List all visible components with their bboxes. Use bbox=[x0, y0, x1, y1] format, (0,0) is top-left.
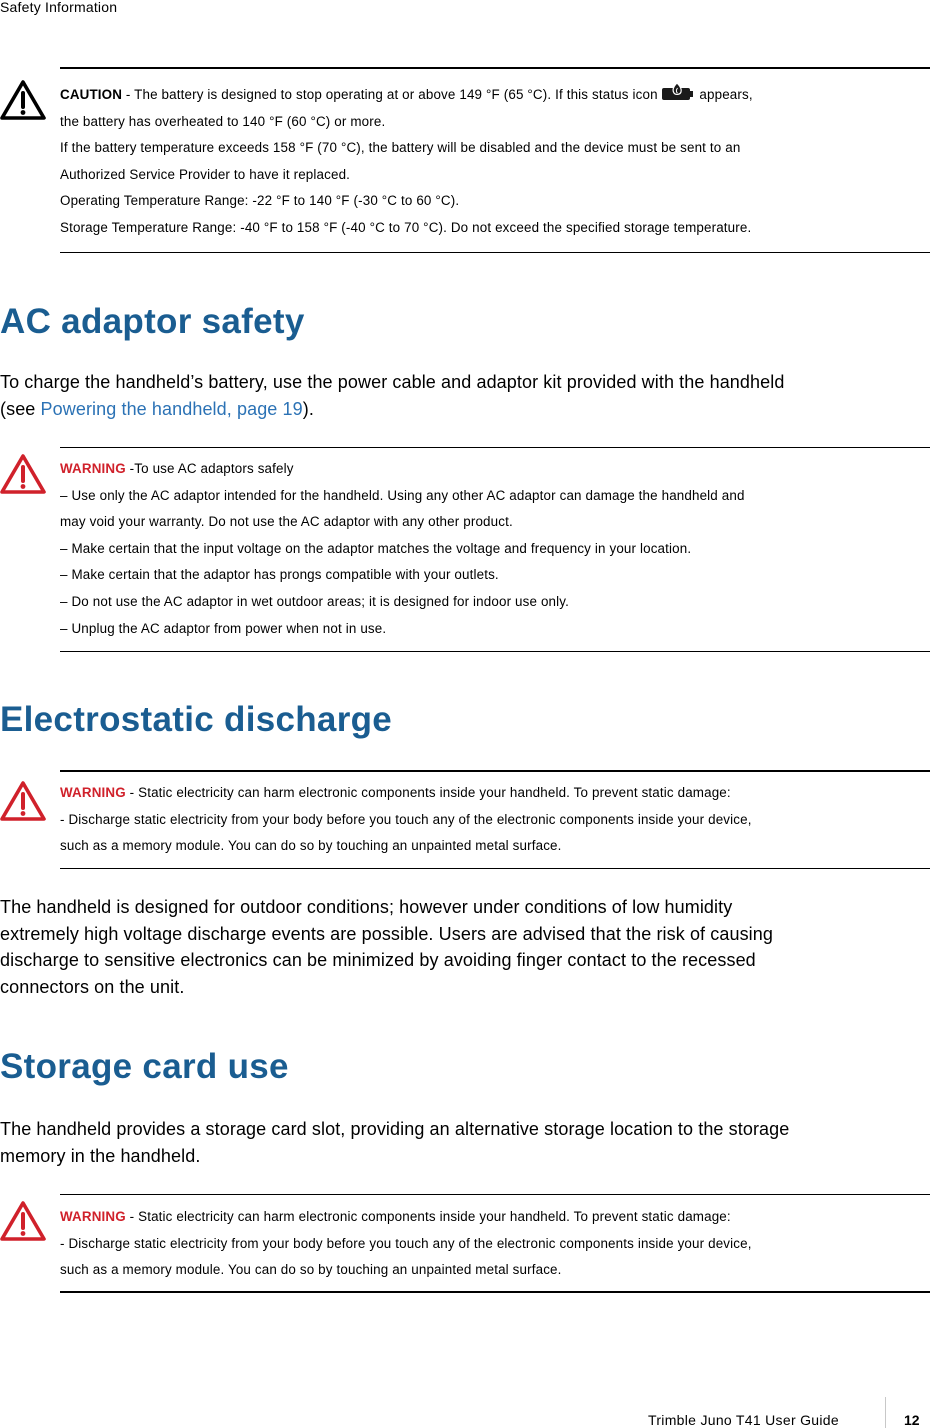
storage-warning-note bbox=[0, 1194, 932, 1298]
battery-overheat-icon bbox=[662, 82, 696, 102]
powering-handheld-link[interactable]: Powering the handheld, page 19 bbox=[40, 398, 303, 419]
esd-para-line-1: The handheld is designed for outdoor conditions; however under conditions of low humidity bbox=[0, 897, 733, 917]
warning-triangle-icon bbox=[0, 780, 46, 822]
page-number: 12 bbox=[904, 1412, 920, 1428]
esd-paragraph bbox=[0, 894, 930, 1000]
ac-warning-line-1: -To use AC adaptors safely bbox=[125, 461, 294, 476]
note-top-rule bbox=[60, 67, 930, 69]
esd-warning-line-1: - Static electricity can harm electronic components inside your handheld. To prevent static damage: bbox=[125, 785, 731, 800]
caution-line-1b: appears, bbox=[695, 87, 753, 102]
note-top-rule bbox=[60, 1194, 930, 1195]
ac-warning-line-5: – Make certain that the adaptor has prongs compatible with your outlets. bbox=[60, 567, 499, 583]
section-heading-ac-adaptor: AC adaptor safety bbox=[0, 302, 305, 341]
warning-triangle-icon bbox=[0, 453, 46, 495]
section-heading-storage-card: Storage card use bbox=[0, 1047, 289, 1086]
ac-para-line-2a: (see bbox=[0, 398, 41, 419]
storage-para-line-1: The handheld provides a storage card slot, providing an alternative storage location to the storage bbox=[0, 1119, 790, 1139]
note-bottom-rule bbox=[60, 252, 930, 253]
page-footer bbox=[0, 1395, 932, 1428]
storage-warning-line-3: such as a memory module. You can do so by touching an unpainted metal surface. bbox=[60, 1262, 562, 1278]
storage-paragraph bbox=[0, 1116, 930, 1169]
esd-warning-note bbox=[0, 770, 932, 874]
warning-keyword: WARNING bbox=[60, 1209, 126, 1224]
ac-para-line-1: To charge the handheld’s battery, use the power cable and adaptor kit provided with the handheld bbox=[0, 372, 785, 392]
note-bottom-rule bbox=[60, 651, 930, 652]
warning-keyword: WARNING bbox=[60, 461, 126, 476]
caution-line-4: Authorized Service Provider to have it replaced. bbox=[60, 166, 351, 182]
note-top-rule bbox=[60, 447, 930, 448]
caution-line-6: Storage Temperature Range: -40 °F to 158 °F (-40 °C to 70 °C). Do not exceed the specified storage temperature. bbox=[60, 219, 752, 235]
esd-warning-line-2: - Discharge static electricity from your body before you touch any of the electronic components inside your device, bbox=[60, 811, 752, 827]
caution-keyword: CAUTION bbox=[60, 87, 123, 102]
footer-guide-title: Trimble Juno T41 User Guide bbox=[648, 1412, 839, 1428]
footer-divider bbox=[885, 1397, 886, 1428]
ac-warning-note bbox=[0, 447, 932, 657]
caution-line-1a: - The battery is designed to stop operating at or above 149 °F (65 °C). If this status icon bbox=[122, 87, 662, 102]
note-bottom-rule bbox=[60, 1291, 930, 1293]
storage-warning-line-1: - Static electricity can harm electronic components inside your handheld. To prevent static damage: bbox=[125, 1209, 731, 1224]
esd-para-line-4: connectors on the unit. bbox=[0, 976, 185, 997]
storage-warning-line-2: - Discharge static electricity from your body before you touch any of the electronic components inside your device, bbox=[60, 1235, 752, 1251]
esd-warning-text bbox=[60, 780, 930, 860]
ac-warning-line-6: – Do not use the AC adaptor in wet outdoor areas; it is designed for indoor use only. bbox=[60, 593, 569, 609]
caution-note bbox=[0, 67, 932, 257]
esd-para-line-2: extremely high voltage discharge events are possible. Users are advised that the risk of causing bbox=[0, 923, 773, 944]
caution-triangle-icon bbox=[0, 79, 46, 121]
warning-triangle-icon bbox=[0, 1200, 46, 1242]
ac-adaptor-paragraph bbox=[0, 369, 930, 422]
caution-line-5: Operating Temperature Range: -22 °F to 140 °F (-30 °C to 60 °C). bbox=[60, 193, 460, 209]
ac-warning-text bbox=[60, 456, 930, 642]
ac-para-line-2b: ). bbox=[302, 398, 314, 419]
note-bottom-rule bbox=[60, 868, 930, 869]
note-top-rule bbox=[60, 770, 930, 772]
running-header: Safety Information bbox=[0, 0, 118, 15]
esd-warning-line-3: such as a memory module. You can do so by touching an unpainted metal surface. bbox=[60, 838, 562, 854]
caution-text bbox=[60, 82, 930, 242]
ac-warning-line-7: – Unplug the AC adaptor from power when not in use. bbox=[60, 620, 387, 636]
ac-warning-line-4: – Make certain that the input voltage on the adaptor matches the voltage and frequency in your location. bbox=[60, 540, 692, 556]
caution-line-2: the battery has overheated to 140 °F (60 °C) or more. bbox=[60, 113, 386, 129]
esd-para-line-3: discharge to sensitive electronics can be minimized by avoiding finger contact to the recessed bbox=[0, 950, 756, 970]
storage-para-line-2: memory in the handheld. bbox=[0, 1145, 201, 1166]
caution-line-3: If the battery temperature exceeds 158 °F (70 °C), the battery will be disabled and the device must be sent to an bbox=[60, 140, 741, 156]
storage-warning-text bbox=[60, 1204, 930, 1284]
ac-warning-line-3: may void your warranty. Do not use the AC adaptor with any other product. bbox=[60, 514, 513, 530]
section-heading-electrostatic: Electrostatic discharge bbox=[0, 700, 393, 739]
warning-keyword: WARNING bbox=[60, 785, 126, 800]
ac-warning-line-2: – Use only the AC adaptor intended for the handheld. Using any other AC adaptor can damage the handheld and bbox=[60, 487, 745, 503]
